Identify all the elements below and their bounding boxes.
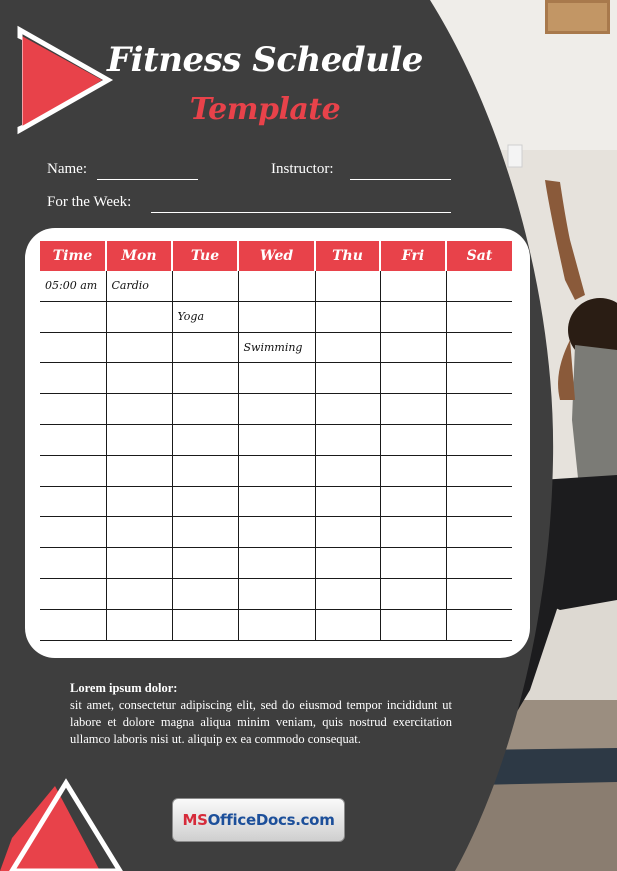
title-line-1: Fitness Schedule — [107, 40, 423, 80]
table-row — [40, 332, 512, 363]
schedule-table — [40, 241, 512, 641]
schedule-cell[interactable] — [172, 517, 238, 548]
schedule-cell[interactable] — [446, 578, 512, 609]
title-line-2: Template — [189, 92, 341, 127]
note-block — [70, 680, 452, 748]
schedule-cell[interactable] — [106, 578, 172, 609]
schedule-cell[interactable] — [40, 424, 106, 455]
table-row — [40, 424, 512, 455]
name-label: Name: — [47, 161, 87, 177]
schedule-cell[interactable] — [446, 424, 512, 455]
schedule-cell[interactable] — [446, 486, 512, 517]
schedule-cell[interactable] — [172, 271, 238, 301]
schedule-cell[interactable] — [380, 271, 446, 301]
note-body: sit amet, consectetur adipiscing elit, sed do eiusmod tempor incididunt ut labore et dolore magna aliqua minim veniam, quis nostrud exercitation ullamco laboris nisi ut. aliquip ex ea commodo consequat. — [70, 698, 452, 746]
schedule-cell[interactable] — [380, 578, 446, 609]
schedule-cell[interactable] — [380, 332, 446, 363]
schedule-cell[interactable] — [172, 486, 238, 517]
schedule-cell[interactable] — [315, 486, 380, 517]
schedule-header-row — [40, 241, 512, 271]
schedule-cell[interactable] — [172, 548, 238, 579]
column-header: Fri — [380, 241, 446, 271]
schedule-cell[interactable]: Cardio — [106, 271, 172, 301]
schedule-cell[interactable] — [380, 486, 446, 517]
schedule-cell[interactable] — [40, 301, 106, 332]
schedule-cell[interactable] — [315, 548, 380, 579]
schedule-cell[interactable] — [40, 517, 106, 548]
column-header: Time — [40, 241, 106, 271]
schedule-cell[interactable] — [106, 609, 172, 640]
schedule-cell[interactable] — [172, 394, 238, 425]
schedule-cell[interactable] — [238, 424, 315, 455]
column-header: Tue — [172, 241, 238, 271]
schedule-cell[interactable] — [315, 363, 380, 394]
table-row — [40, 517, 512, 548]
column-header: Wed — [238, 241, 315, 271]
logo-text — [182, 811, 334, 829]
schedule-cell[interactable] — [106, 394, 172, 425]
schedule-cell[interactable] — [106, 517, 172, 548]
schedule-cell[interactable] — [238, 271, 315, 301]
schedule-cell[interactable] — [380, 517, 446, 548]
schedule-cell[interactable] — [446, 332, 512, 363]
schedule-cell[interactable] — [106, 548, 172, 579]
schedule-cell[interactable] — [238, 578, 315, 609]
instructor-field-line[interactable] — [350, 179, 451, 180]
schedule-cell[interactable] — [40, 578, 106, 609]
schedule-body — [40, 271, 512, 640]
table-row — [40, 394, 512, 425]
schedule-cell[interactable] — [40, 548, 106, 579]
table-row — [40, 455, 512, 486]
schedule-cell[interactable] — [106, 455, 172, 486]
schedule-cell[interactable] — [238, 394, 315, 425]
schedule-cell[interactable] — [238, 301, 315, 332]
schedule-cell[interactable] — [106, 363, 172, 394]
schedule-cell[interactable] — [106, 301, 172, 332]
schedule-cell[interactable] — [40, 486, 106, 517]
schedule-cell[interactable] — [172, 455, 238, 486]
schedule-cell[interactable] — [106, 332, 172, 363]
schedule-cell[interactable] — [380, 301, 446, 332]
schedule-cell[interactable] — [238, 548, 315, 579]
schedule-cell[interactable] — [380, 424, 446, 455]
schedule-cell[interactable] — [172, 609, 238, 640]
schedule-cell[interactable] — [380, 394, 446, 425]
schedule-cell[interactable] — [446, 609, 512, 640]
schedule-cell[interactable] — [315, 455, 380, 486]
table-row — [40, 609, 512, 640]
schedule-cell[interactable] — [315, 517, 380, 548]
schedule-cell[interactable] — [315, 424, 380, 455]
schedule-cell[interactable] — [238, 609, 315, 640]
schedule-cell[interactable] — [172, 424, 238, 455]
schedule-cell[interactable] — [446, 455, 512, 486]
schedule-cell[interactable] — [315, 578, 380, 609]
table-row — [40, 548, 512, 579]
schedule-cell[interactable] — [446, 517, 512, 548]
schedule-cell[interactable] — [106, 486, 172, 517]
schedule-cell[interactable] — [380, 609, 446, 640]
table-row — [40, 271, 512, 301]
column-header: Mon — [106, 241, 172, 271]
table-row — [40, 486, 512, 517]
schedule-cell[interactable]: Yoga — [172, 301, 238, 332]
name-field-line[interactable] — [97, 179, 198, 180]
schedule-cell[interactable]: 05:00 am — [40, 271, 106, 301]
schedule-cell[interactable] — [40, 394, 106, 425]
schedule-cell[interactable] — [380, 548, 446, 579]
schedule-cell[interactable] — [315, 394, 380, 425]
schedule-cell[interactable] — [238, 455, 315, 486]
table-row — [40, 301, 512, 332]
schedule-cell[interactable] — [315, 271, 380, 301]
msofficedocs-logo[interactable] — [172, 798, 345, 842]
schedule-cell[interactable] — [380, 363, 446, 394]
schedule-cell[interactable] — [446, 271, 512, 301]
schedule-cell[interactable] — [40, 609, 106, 640]
schedule-cell[interactable] — [238, 363, 315, 394]
instructor-label: Instructor: — [271, 161, 334, 177]
schedule-cell[interactable] — [380, 455, 446, 486]
schedule-cell[interactable] — [238, 517, 315, 548]
schedule-cell[interactable] — [106, 424, 172, 455]
schedule-cell[interactable] — [238, 486, 315, 517]
table-row — [40, 578, 512, 609]
table-row — [40, 363, 512, 394]
schedule-cell[interactable]: Swimming — [238, 332, 315, 363]
schedule-cell[interactable] — [40, 332, 106, 363]
column-header: Sat — [446, 241, 512, 271]
week-label: For the Week: — [47, 194, 132, 210]
week-field-line[interactable] — [151, 212, 451, 213]
schedule-cell[interactable] — [315, 332, 380, 363]
schedule-cell[interactable] — [315, 301, 380, 332]
schedule-cell[interactable] — [40, 363, 106, 394]
column-header: Thu — [315, 241, 380, 271]
logo-rest: OfficeDocs.com — [207, 811, 335, 829]
schedule-cell[interactable] — [446, 394, 512, 425]
schedule-cell[interactable] — [172, 363, 238, 394]
logo-ms: MS — [182, 811, 208, 829]
schedule-cell[interactable] — [446, 363, 512, 394]
note-heading: Lorem ipsum dolor: — [70, 681, 178, 695]
schedule-cell[interactable] — [172, 578, 238, 609]
schedule-cell[interactable] — [172, 332, 238, 363]
schedule-cell[interactable] — [446, 301, 512, 332]
schedule-cell[interactable] — [315, 609, 380, 640]
schedule-cell[interactable] — [40, 455, 106, 486]
schedule-cell[interactable] — [446, 548, 512, 579]
